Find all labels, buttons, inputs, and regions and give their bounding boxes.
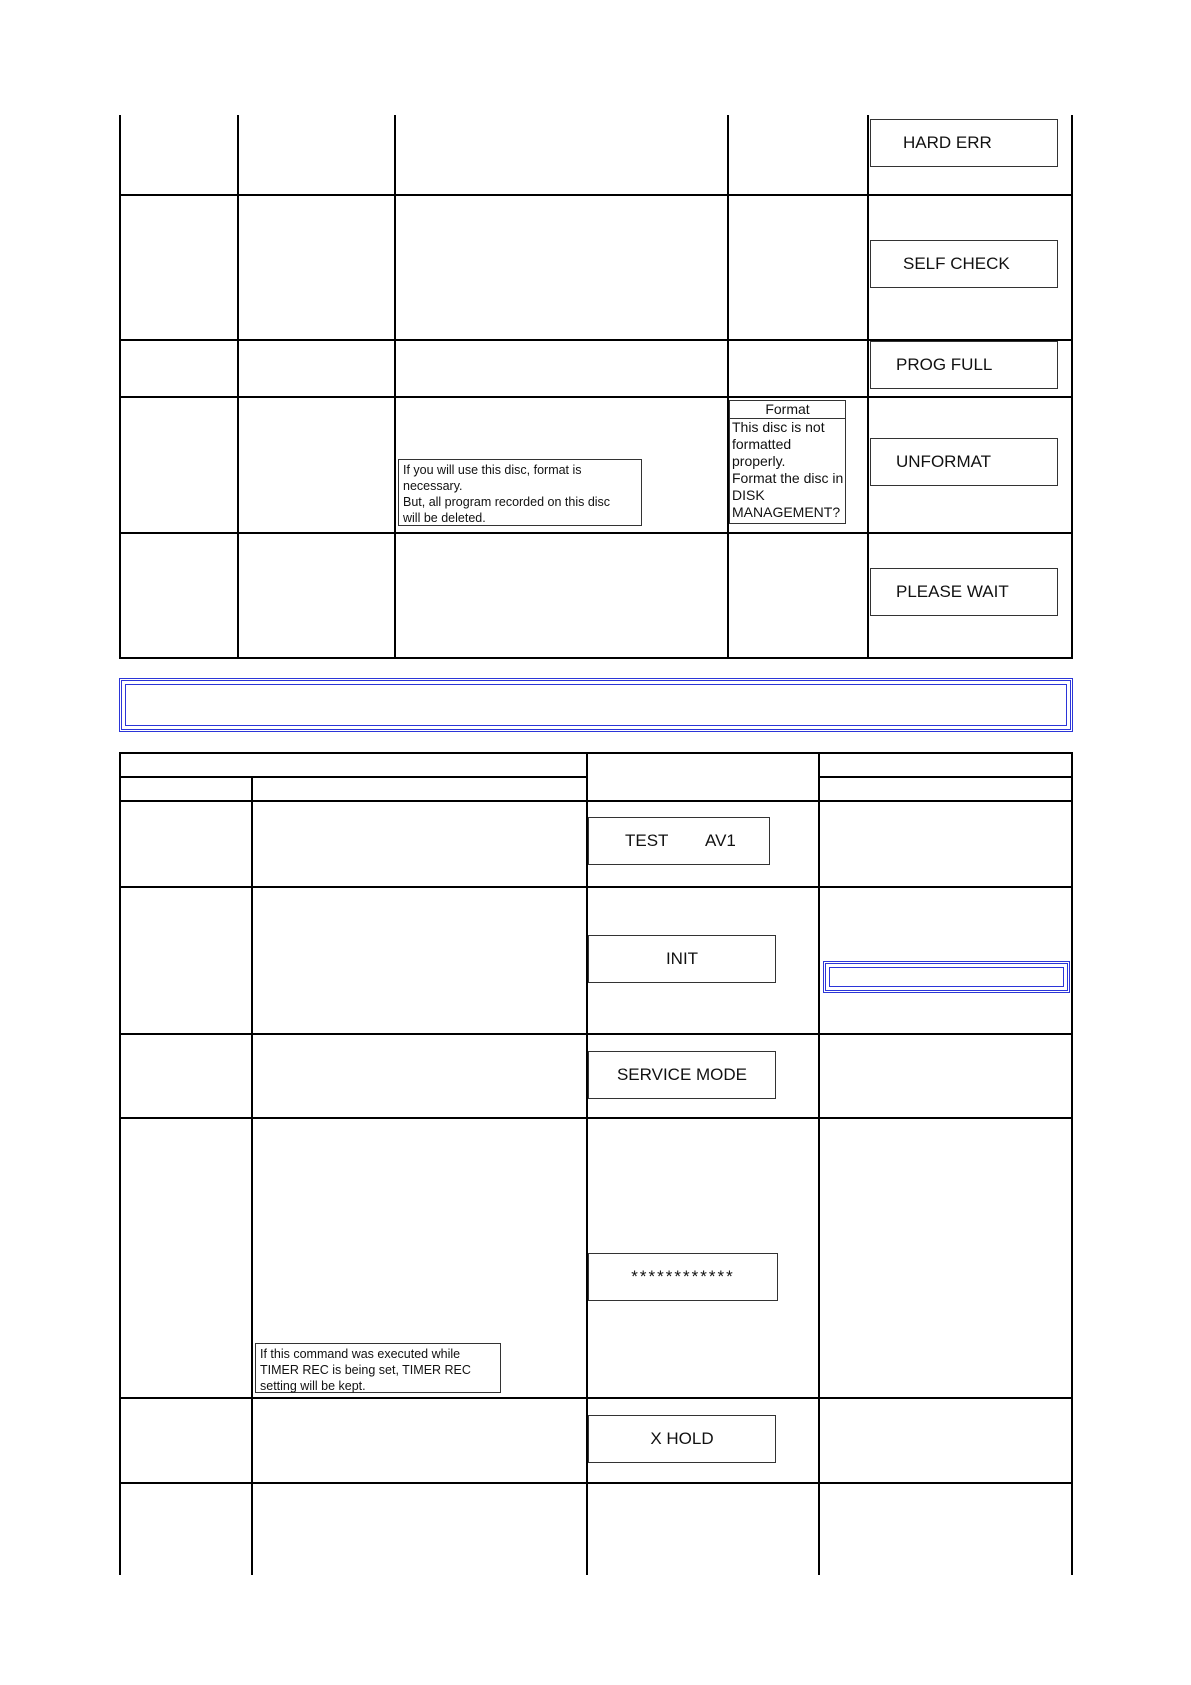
highlight-box	[823, 961, 1070, 993]
column-divider	[1071, 752, 1073, 1575]
osd-title: Format	[730, 401, 845, 419]
column-divider	[727, 115, 729, 659]
row-divider	[119, 886, 1073, 888]
row-divider	[119, 1482, 1073, 1484]
row-divider	[119, 532, 1073, 534]
lcd-display: PLEASE WAIT	[870, 568, 1058, 616]
column-divider	[818, 752, 820, 1575]
column-divider	[237, 115, 239, 659]
lcd-display: PROG FULL	[870, 341, 1058, 389]
table-bottom-border	[119, 657, 1073, 659]
row-divider	[119, 1117, 1073, 1119]
lcd-display: X HOLD	[588, 1415, 776, 1463]
header-divider	[818, 776, 1073, 778]
row-divider	[119, 1397, 1073, 1399]
column-divider	[394, 115, 396, 659]
column-divider	[119, 115, 121, 659]
format-osd-dialog: Format This disc is not formatted properly. Format the disc in DISK MANAGEMENT?	[729, 400, 846, 524]
row-divider	[119, 396, 1073, 398]
column-divider	[251, 776, 253, 1575]
section-header-bar	[119, 678, 1073, 732]
format-warning-note: If you will use this disc, format is necessary. But, all program recorded on this disc will be deleted.	[398, 459, 642, 526]
table-top-border	[119, 752, 1073, 754]
lcd-display: INIT	[588, 935, 776, 983]
lcd-display: UNFORMAT	[870, 438, 1058, 486]
timer-rec-note: If this command was executed while TIMER REC is being set, TIMER REC setting will be kept.	[255, 1343, 501, 1393]
column-divider	[119, 752, 121, 1575]
lcd-display: TEST AV1	[588, 817, 770, 865]
lcd-display: SERVICE MODE	[588, 1051, 776, 1099]
lcd-display: HARD ERR	[870, 119, 1058, 167]
lcd-display: ************	[588, 1253, 778, 1301]
row-divider	[119, 1033, 1073, 1035]
row-divider	[119, 800, 1073, 802]
lcd-display: SELF CHECK	[870, 240, 1058, 288]
row-divider	[119, 194, 1073, 196]
column-divider	[1071, 115, 1073, 659]
header-divider	[119, 776, 588, 778]
column-divider	[867, 115, 869, 659]
